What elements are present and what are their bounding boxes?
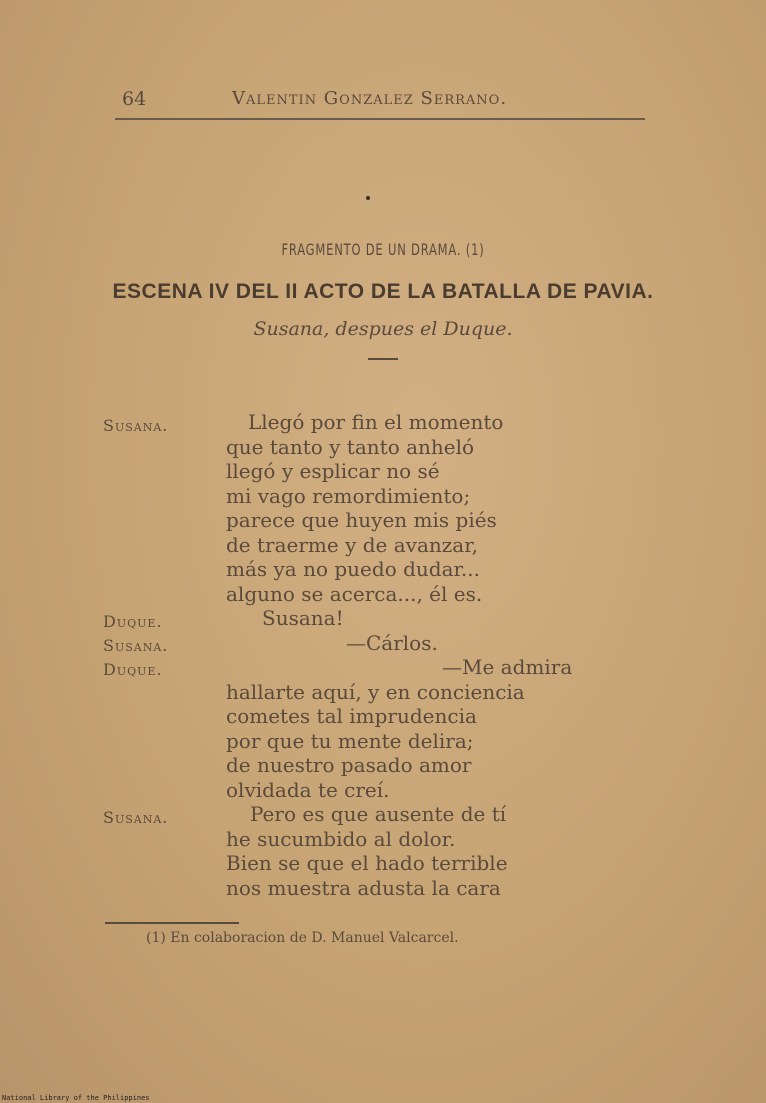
speaker-susana: Susana. (103, 808, 169, 827)
footnote-rule (105, 922, 239, 924)
verse-line: Llegó por fin el momento (248, 410, 504, 434)
characters-line: Susana, despues el Duque. (253, 318, 513, 340)
header-rule (115, 118, 645, 120)
verse-line: Bien se que el hado terrible (226, 851, 508, 875)
verse-line: parece que huyen mis piés (226, 508, 497, 532)
title-rule (368, 358, 398, 360)
verse-line: que tanto y tanto anheló (226, 435, 475, 459)
verse-line: —Me admira (442, 655, 573, 679)
verse-line: mi vago remordimiento; (226, 484, 471, 508)
verse-line: de nuestro pasado amor (226, 753, 472, 777)
footnote: (1) En colaboracion de D. Manuel Valcarcel. (146, 930, 459, 946)
speaker-susana: Susana. (103, 636, 169, 655)
speaker-susana: Susana. (103, 416, 169, 435)
verse-line: alguno se acerca..., él es. (226, 582, 483, 606)
scene-title: ESCENA IV DEL II ACTO DE LA BATALLA DE PAVIA. (112, 280, 654, 303)
verse-line: llegó y esplicar no sé (226, 459, 440, 483)
verse-line: Pero es que ausente de tí (250, 802, 507, 826)
ink-dot (366, 196, 370, 200)
verse-line: de traerme y de avanzar, (226, 533, 478, 557)
speaker-duque: Duque. (103, 612, 163, 631)
verse-line: he sucumbido al dolor. (226, 827, 456, 851)
verse-line: cometes tal imprudencia (226, 704, 477, 728)
fragment-title: FRAGMENTO DE UN DRAMA. (1) (281, 240, 485, 259)
page-number: 64 (122, 88, 147, 110)
verse-line: olvidada te creí. (226, 778, 390, 802)
library-credit: National Library of the Philippines (2, 1094, 150, 1102)
verse-line: nos muestra adusta la cara (226, 876, 501, 900)
running-head: Valentin Gonzalez Serrano. (232, 88, 508, 109)
verse-line: más ya no puedo dudar... (226, 557, 480, 581)
verse-line: hallarte aquí, y en conciencia (226, 680, 525, 704)
verse-line: —Cárlos. (346, 631, 438, 655)
verse-line: por que tu mente delira; (226, 729, 474, 753)
verse-line: Susana! (262, 606, 344, 630)
speaker-duque: Duque. (103, 660, 163, 679)
